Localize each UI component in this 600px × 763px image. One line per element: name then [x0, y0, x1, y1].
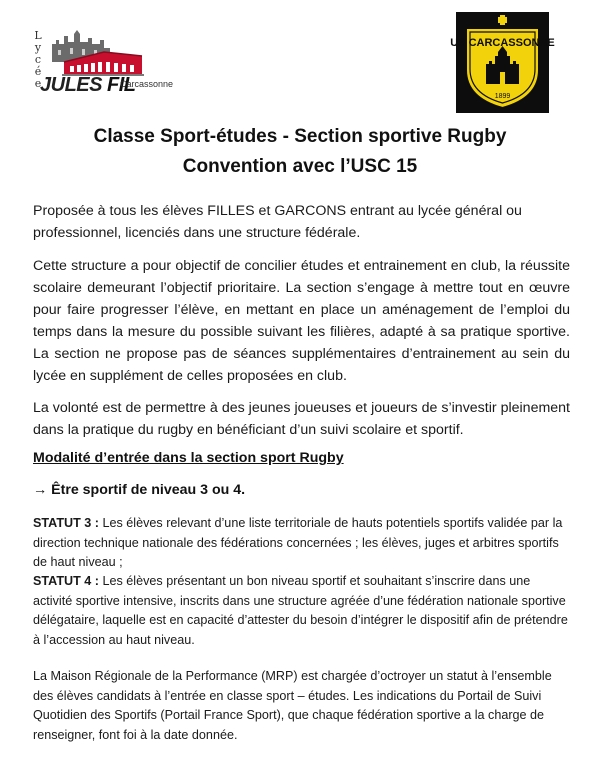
- statut-3-block: [33, 514, 570, 573]
- modalite-heading: Modalité d’entrée dans la section sport Rugby: [33, 450, 344, 466]
- statut-4-text: Les élèves présentant un bon niveau sportif et souhaitant s’inscrire dans une activité sportive intensive, inscrits dans une structure agréée d’une fédération nationale sportive délégataire, laquelle est en capacité d’attester du besoin d’intégrer le dispositif afin de prétendre à l’accession au haut niveau.: [33, 574, 568, 647]
- school-name-fil: FIL: [107, 74, 136, 96]
- statut-3-text: Les élèves relevant d’une liste territoriale de hauts potentiels sportifs validée par la direction technique nationale des fédérations concernées ; les élèves, juges et arbitres sportifs de haut niveau ;: [33, 516, 563, 569]
- document-title: Classe Sport-études - Section sportive Rugby: [93, 126, 507, 147]
- lycee-jules-fil-logo: [28, 22, 198, 104]
- statut-4-block: [33, 572, 570, 650]
- statut-3-label: STATUT 3 :: [33, 516, 99, 530]
- intro-paragraph: Proposée à tous les élèves FILLES et GARCONS entrant au lycée général ou professionnel, licenciés dans une structure fédérale.: [33, 203, 522, 241]
- club-year-text: 1899: [494, 93, 511, 100]
- document-subtitle: Convention avec l’USC 15: [182, 156, 418, 177]
- lycee-letter: é: [34, 65, 42, 78]
- purpose-paragraph: La volonté est de permettre à des jeunes joueuses et joueurs de s’investir pleinement dans la pratique du rugby en bénéficiant d’un suivi scolaire et sportif.: [33, 400, 570, 438]
- club-name-text: US CARCASSONNE: [450, 37, 555, 49]
- mrp-paragraph: La Maison Régionale de la Performance (MRP) est chargée d’octroyer un statut à l’ensemble des élèves candidats à l’entrée en classe sport – études. Les indications du Portail de Suivi Quotidien des Sportifs (Portail France Sport), que chaque fédération sportive a la charge de renseigner, font foi à la date donnée.: [33, 669, 552, 742]
- statut-4-label: STATUT 4 :: [33, 574, 99, 588]
- lycee-letter: y: [34, 41, 42, 54]
- lycee-letter: e: [34, 77, 42, 90]
- us-carcassonne-text: [450, 12, 555, 113]
- us-carcassonne-logo: [450, 12, 555, 113]
- lycee-letter: c: [34, 53, 42, 66]
- building-illustration-icon: [44, 22, 144, 80]
- objective-paragraph: Cette structure a pour objectif de concilier études et entrainement en club, la réussite scolaire demeurant l’objectif prioritaire. La section s’engage à mettre tout en œuvre pour faire progresser l’élève, en mettant en place un aménagement de l’emploi du temps dans la mesure du possible suivant les filières, adapté à sa pratique sportive. La section ne propose pas de séances supplémentaires d’entrainement au sein du lycée en supplément de celles proposées en club.: [33, 258, 570, 384]
- lycee-letter: L: [34, 29, 42, 42]
- level-requirement: → Être sportif de niveau 3 ou 4.: [33, 482, 246, 498]
- school-name-jules: JULES: [40, 74, 108, 96]
- school-city: Carcassonne: [120, 79, 174, 89]
